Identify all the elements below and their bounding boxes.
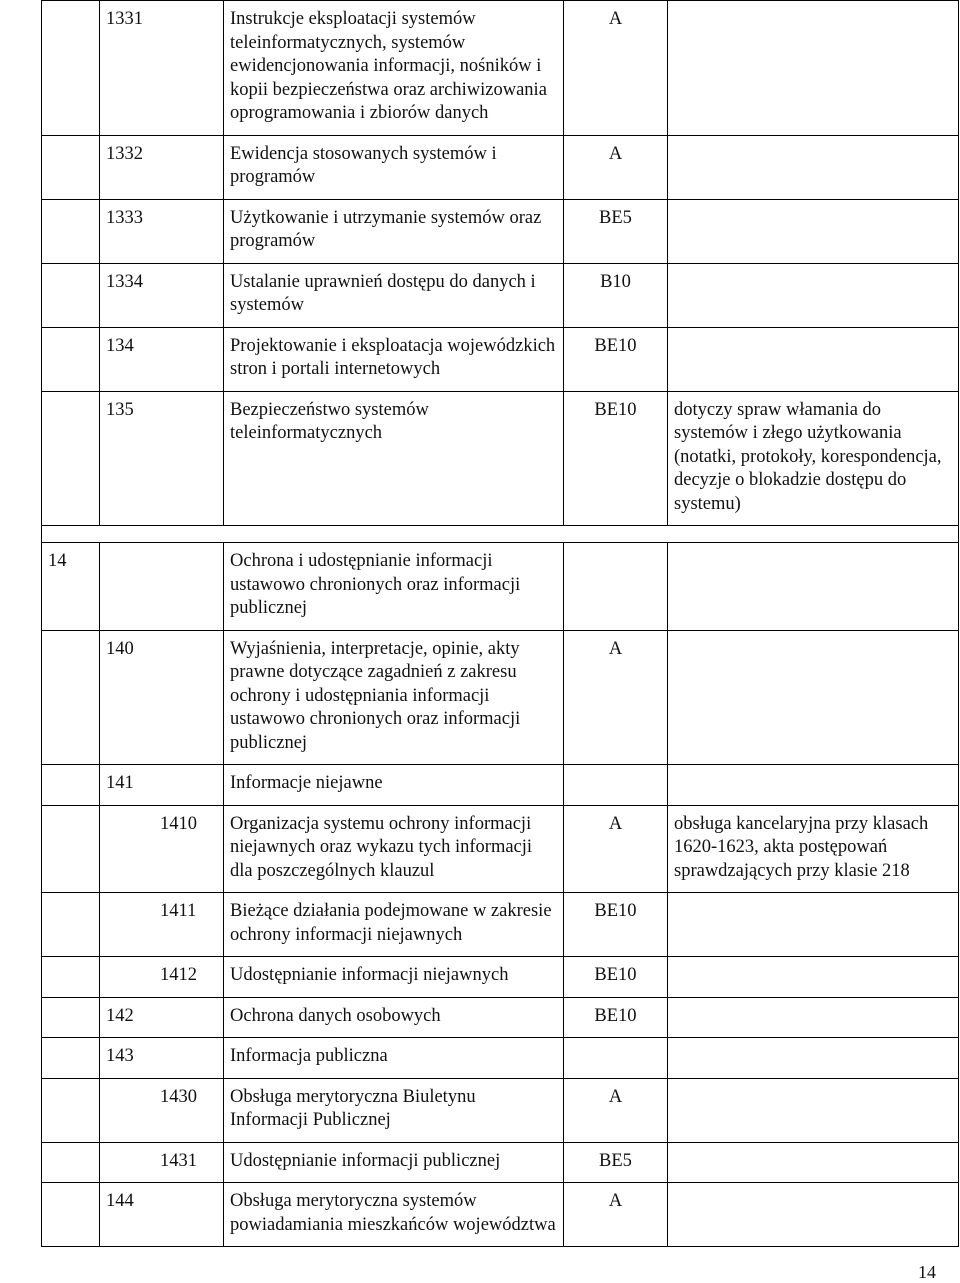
class-note xyxy=(668,893,959,957)
class-note xyxy=(668,957,959,998)
indent-cell xyxy=(42,135,100,199)
class-title: Użytkowanie i utrzymanie systemów oraz programów xyxy=(224,199,564,263)
class-code: 1431 xyxy=(100,1142,224,1183)
class-title: Ochrona i udostępnianie informacji ustawowo chronionych oraz informacji publicznej xyxy=(224,543,564,631)
class-title: Ewidencja stosowanych systemów i programów xyxy=(224,135,564,199)
class-title: Bieżące działania podejmowane w zakresie ochrony informacji niejawnych xyxy=(224,893,564,957)
indent-cell xyxy=(42,997,100,1038)
table-row xyxy=(42,327,959,391)
records-classification-table xyxy=(41,0,959,1247)
class-code: 142 xyxy=(100,997,224,1038)
class-note: dotyczy spraw włamania do systemów i złego użytkowania (notatki, protokoły, korespondencja, decyzje o blokadzie dostępu do systemu) xyxy=(668,391,959,526)
table-row xyxy=(42,630,959,765)
table-row xyxy=(42,135,959,199)
indent-cell xyxy=(42,391,100,526)
archive-category: A xyxy=(564,630,668,765)
class-note xyxy=(668,1183,959,1247)
class-code: 1412 xyxy=(100,957,224,998)
class-code: 134 xyxy=(100,327,224,391)
archive-category: A xyxy=(564,1183,668,1247)
indent-cell xyxy=(100,543,224,631)
class-note xyxy=(668,327,959,391)
indent-cell xyxy=(42,765,100,806)
class-title: Ochrona danych osobowych xyxy=(224,997,564,1038)
class-title: Informacje niejawne xyxy=(224,765,564,806)
table-row xyxy=(42,391,959,526)
class-code: 14 xyxy=(42,543,100,631)
class-title: Informacja publiczna xyxy=(224,1038,564,1079)
class-code: 1410 xyxy=(100,805,224,893)
class-note xyxy=(668,1078,959,1142)
class-note xyxy=(668,263,959,327)
table-row xyxy=(42,765,959,806)
class-title: Udostępnianie informacji publicznej xyxy=(224,1142,564,1183)
class-code: 1411 xyxy=(100,893,224,957)
class-title: Instrukcje eksploatacji systemów teleinformatycznych, systemów ewidencjonowania informacji, nośników i kopii bezpieczeństwa oraz archiwizowania oprogramowania i zbiorów danych xyxy=(224,1,564,136)
indent-cell xyxy=(42,263,100,327)
class-title: Wyjaśnienia, interpretacje, opinie, akty prawne dotyczące zagadnień z zakresu ochrony i udostępniania informacji ustawowo chronionych oraz informacji publicznej xyxy=(224,630,564,765)
indent-cell xyxy=(42,1078,100,1142)
table-row xyxy=(42,543,959,631)
class-note xyxy=(668,1038,959,1079)
class-note xyxy=(668,997,959,1038)
indent-cell xyxy=(42,630,100,765)
indent-cell xyxy=(42,893,100,957)
table-row xyxy=(42,199,959,263)
class-title: Projektowanie i eksploatacja wojewódzkich stron i portali internetowych xyxy=(224,327,564,391)
archive-category: A xyxy=(564,805,668,893)
table-row xyxy=(42,1038,959,1079)
class-note xyxy=(668,199,959,263)
indent-cell xyxy=(42,1,100,136)
class-code: 141 xyxy=(100,765,224,806)
class-title: Udostępnianie informacji niejawnych xyxy=(224,957,564,998)
archive-category: BE5 xyxy=(564,199,668,263)
table-row xyxy=(42,263,959,327)
class-code: 143 xyxy=(100,1038,224,1079)
table-row xyxy=(42,957,959,998)
archive-category: B10 xyxy=(564,263,668,327)
archive-category: A xyxy=(564,1,668,136)
class-code: 1430 xyxy=(100,1078,224,1142)
class-title: Obsługa merytoryczna Biuletynu Informacji Publicznej xyxy=(224,1078,564,1142)
class-note: obsługa kancelaryjna przy klasach 1620-1623, akta postępowań sprawdzających przy klasie 218 xyxy=(668,805,959,893)
indent-cell xyxy=(42,805,100,893)
archive-category: BE10 xyxy=(564,957,668,998)
separator-cell xyxy=(42,526,959,543)
indent-cell xyxy=(42,327,100,391)
class-note xyxy=(668,765,959,806)
archive-category: BE10 xyxy=(564,893,668,957)
class-code: 135 xyxy=(100,391,224,526)
table-row xyxy=(42,1183,959,1247)
class-note xyxy=(668,135,959,199)
class-note xyxy=(668,1142,959,1183)
indent-cell xyxy=(42,199,100,263)
archive-category: BE10 xyxy=(564,327,668,391)
archive-category: BE5 xyxy=(564,1142,668,1183)
table-row xyxy=(42,1142,959,1183)
archive-category xyxy=(564,543,668,631)
table-row xyxy=(42,1,959,136)
indent-cell xyxy=(42,1038,100,1079)
archive-category: BE10 xyxy=(564,391,668,526)
indent-cell xyxy=(42,957,100,998)
table-row xyxy=(42,997,959,1038)
class-code: 1334 xyxy=(100,263,224,327)
page-number: 14 xyxy=(918,1262,936,1282)
class-note xyxy=(668,1,959,136)
class-code: 1331 xyxy=(100,1,224,136)
class-code: 140 xyxy=(100,630,224,765)
indent-cell xyxy=(42,1183,100,1247)
indent-cell xyxy=(42,1142,100,1183)
class-code: 1332 xyxy=(100,135,224,199)
archive-category: A xyxy=(564,135,668,199)
class-note xyxy=(668,543,959,631)
table-row xyxy=(42,893,959,957)
class-code: 1333 xyxy=(100,199,224,263)
class-title: Bezpieczeństwo systemów teleinformatycznych xyxy=(224,391,564,526)
separator-row xyxy=(42,526,959,543)
class-title: Organizacja systemu ochrony informacji niejawnych oraz wykazu tych informacji dla poszczególnych klauzul xyxy=(224,805,564,893)
table-row xyxy=(42,805,959,893)
archive-category: A xyxy=(564,1078,668,1142)
class-note xyxy=(668,630,959,765)
archive-category xyxy=(564,765,668,806)
archive-category: BE10 xyxy=(564,997,668,1038)
class-title: Obsługa merytoryczna systemów powiadamiania mieszkańców województwa xyxy=(224,1183,564,1247)
class-title: Ustalanie uprawnień dostępu do danych i systemów xyxy=(224,263,564,327)
table-row xyxy=(42,1078,959,1142)
class-code: 144 xyxy=(100,1183,224,1247)
archive-category xyxy=(564,1038,668,1079)
